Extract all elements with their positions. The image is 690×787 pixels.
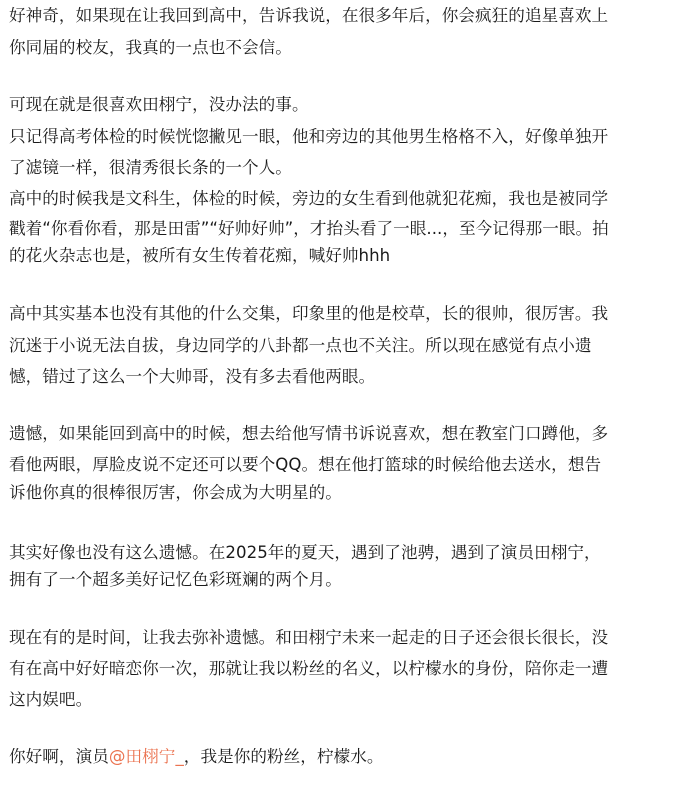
post-line: 的花火杂志也是，被所有女生传着花痴，喊好帅hhh (9, 246, 391, 265)
user-mention-link[interactable]: @田栩宁_ (108, 747, 184, 766)
post-line: 沉迷于小说无法自拔，身边同学的八卦都一点也不关注。所以现在感觉有点小遗 (9, 336, 592, 355)
post-line: 这内娱吧。 (9, 690, 93, 709)
post-line: 只记得高考体检的时候恍惚撇见一眼，他和旁边的其他男生格格不入，好像单独开 (9, 127, 609, 146)
closing-prefix: 你好啊，演员 (9, 747, 109, 766)
post-line: 好神奇，如果现在让我回到高中，告诉我说，在很多年后，你会疯狂的追星喜欢上 (9, 6, 609, 25)
closing-suffix: ，我是你的粉丝，柠檬水。 (183, 747, 384, 766)
closing-line (9, 747, 384, 767)
post-line: 拥有了一个超多美好记忆色彩斑斓的两个月。 (9, 570, 342, 589)
post-line: 高中的时候我是文科生，体检的时候，旁边的女生看到他就犯花痴，我也是被同学 (9, 189, 609, 208)
post-line: 可现在就是很喜欢田栩宁，没办法的事。 (9, 95, 309, 114)
post-line: 高中其实基本也没有其他的什么交集，印象里的他是校草，长的很帅，很厉害。我 (9, 304, 609, 323)
post-line: 你同届的校友，我真的一点也不会信。 (9, 38, 292, 57)
post-line: 看他两眼，厚脸皮说不定还可以要个QQ。想在他打篮球的时候给他去送水，想告 (9, 455, 602, 474)
post-line: 诉他你真的很棒很厉害，你会成为大明星的。 (9, 483, 342, 502)
post-line: 其实好像也没有这么遗憾。在2025年的夏天，遇到了池骋，遇到了演员田栩宁， (9, 543, 601, 562)
post-line: 了滤镜一样，很清秀很长条的一个人。 (9, 158, 292, 177)
post-line: 遗憾，如果能回到高中的时候，想去给他写情书诉说喜欢，想在教室门口蹲他，多 (9, 424, 609, 443)
post-line: 现在有的是时间，让我去弥补遗憾。和田栩宁未来一起走的日子还会很长很长，没 (9, 628, 609, 647)
post-line: 有在高中好好暗恋你一次，那就让我以粉丝的名义，以柠檬水的身份，陪你走一遭 (9, 659, 609, 678)
post-line: 憾，错过了这么一个大帅哥，没有多去看他两眼。 (9, 367, 376, 386)
post-line: 戳着“你看你看，那是田雷”“好帅好帅”，才抬头看了一眼...，至今记得那一眼。拍 (9, 219, 609, 238)
